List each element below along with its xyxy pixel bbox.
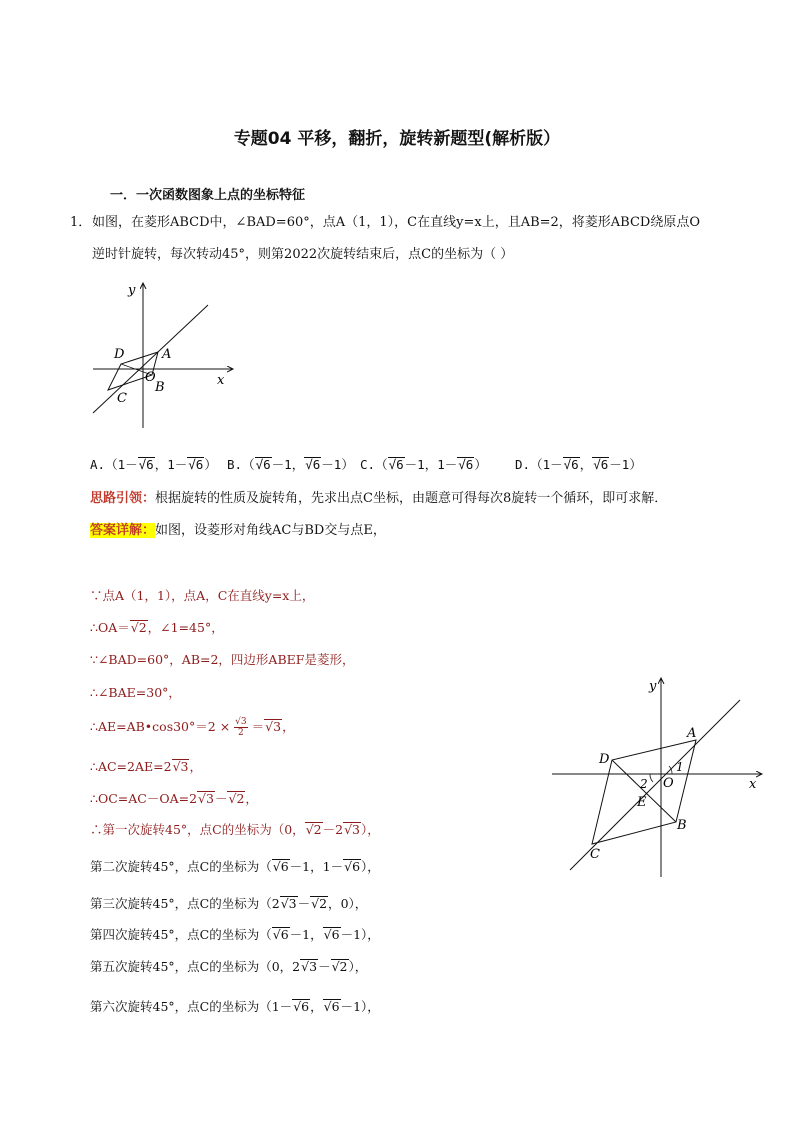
fig2-line-y-eq-x (570, 700, 740, 870)
fig2-label-a: A (687, 726, 697, 741)
fig1-label-a: A (162, 347, 172, 362)
fig1-label-d: D (114, 347, 125, 362)
fig2-label-d: D (599, 752, 610, 767)
fig2-label-x: x (749, 777, 757, 792)
step-5: ∴AE=AB•cos30°＝2 × √ $\frac{3}{2}$ ＝√ 3， (90, 717, 295, 738)
fig2-label-y: y (649, 679, 657, 694)
answer-row (90, 521, 386, 541)
option-d[interactable]: D.（1－√ 6，√ 6－1） (515, 455, 642, 473)
fig1-label-c: C (117, 391, 127, 406)
question-line-2: 逆时针旋转，每次转动45°，则第2022次旋转结束后，点C的坐标为（ ） (92, 247, 514, 262)
page-title: 专题04 平移，翻折，旋转新题型(解析版） (233, 129, 561, 149)
step-2: ∴OA＝√ 2，∠1=45°， (90, 618, 224, 636)
step-12: 第五次旋转45°，点C的坐标为（0，2√ 3－√ 2）， (90, 957, 367, 975)
fig1-line-y-eq-x (93, 305, 208, 413)
step-3: ∵∠BAD=60°，AB=2，四边形ABEF是菱形， (90, 652, 355, 667)
option-a[interactable]: A.（1－√ 6，1－√ 6） (90, 455, 217, 473)
fig2-label-1: 1 (676, 760, 684, 774)
fig2-diagonal-bd (612, 760, 676, 822)
step-10: 第三次旋转45°，点C的坐标为（2√ 3－√ 2，0）， (90, 894, 367, 912)
step-11: 第四次旋转45°，点C的坐标为（√ 6－1，√ 6－1）， (90, 925, 380, 943)
step-4: ∴∠BAE=30°， (90, 685, 181, 700)
step-6: ∴AC=2AE=2√ 3， (90, 757, 202, 775)
hint-tag: 思路引领： (90, 491, 156, 506)
option-b[interactable]: B.（√ 6－1，√ 6－1） (227, 455, 354, 473)
answer-text: 如图，设菱形对角线AC与BD交与点E， (155, 523, 386, 538)
hint-text: 根据旋转的性质及旋转角，先求出点C坐标，由题意可得每次8旋转一个循环，即可求解． (155, 491, 668, 506)
step-8: ∴第一次旋转45°，点C的坐标为（0，√ 2－2√ 3）， (90, 820, 380, 838)
step-13: 第六次旋转45°，点C的坐标为（1－√ 6，√ 6－1）， (90, 997, 380, 1015)
step-1: ∵点A（1，1），点A，C在直线y=x上， (90, 588, 315, 603)
figure-1 (85, 278, 245, 433)
fig2-angle-2-arc (650, 774, 653, 782)
hint-row (90, 489, 667, 509)
question-line-1: 如图，在菱形ABCD中，∠BAD=60°，点A（1，1），C在直线y=x上，且AB=2，将菱形ABCD绕原点O (92, 215, 701, 230)
option-c[interactable]: C.（√ 6－1，1－√ 6） (360, 455, 487, 473)
step-9: 第二次旋转45°，点C的坐标为（√ 6－1，1－√ 6）， (90, 857, 380, 875)
fig1-label-y: y (128, 283, 136, 298)
fig2-label-2: 2 (640, 777, 648, 791)
answer-tag: 答案详解： (90, 523, 156, 538)
fig1-label-b: B (155, 380, 165, 395)
step-7: ∴OC=AC－OA=2√ 3－√ 2， (90, 789, 258, 807)
fig2-label-e: E (637, 795, 647, 810)
fig1-label-x: x (217, 373, 225, 388)
question-number: 1． (70, 215, 92, 230)
fig2-label-c: C (590, 847, 600, 862)
fig2-label-o: O (663, 776, 674, 791)
fig1-label-o: O (145, 370, 156, 385)
figure-2 (548, 672, 770, 882)
fig2-label-b: B (677, 818, 687, 833)
section-heading: 一．一次函数图象上点的坐标特征 (110, 188, 306, 203)
